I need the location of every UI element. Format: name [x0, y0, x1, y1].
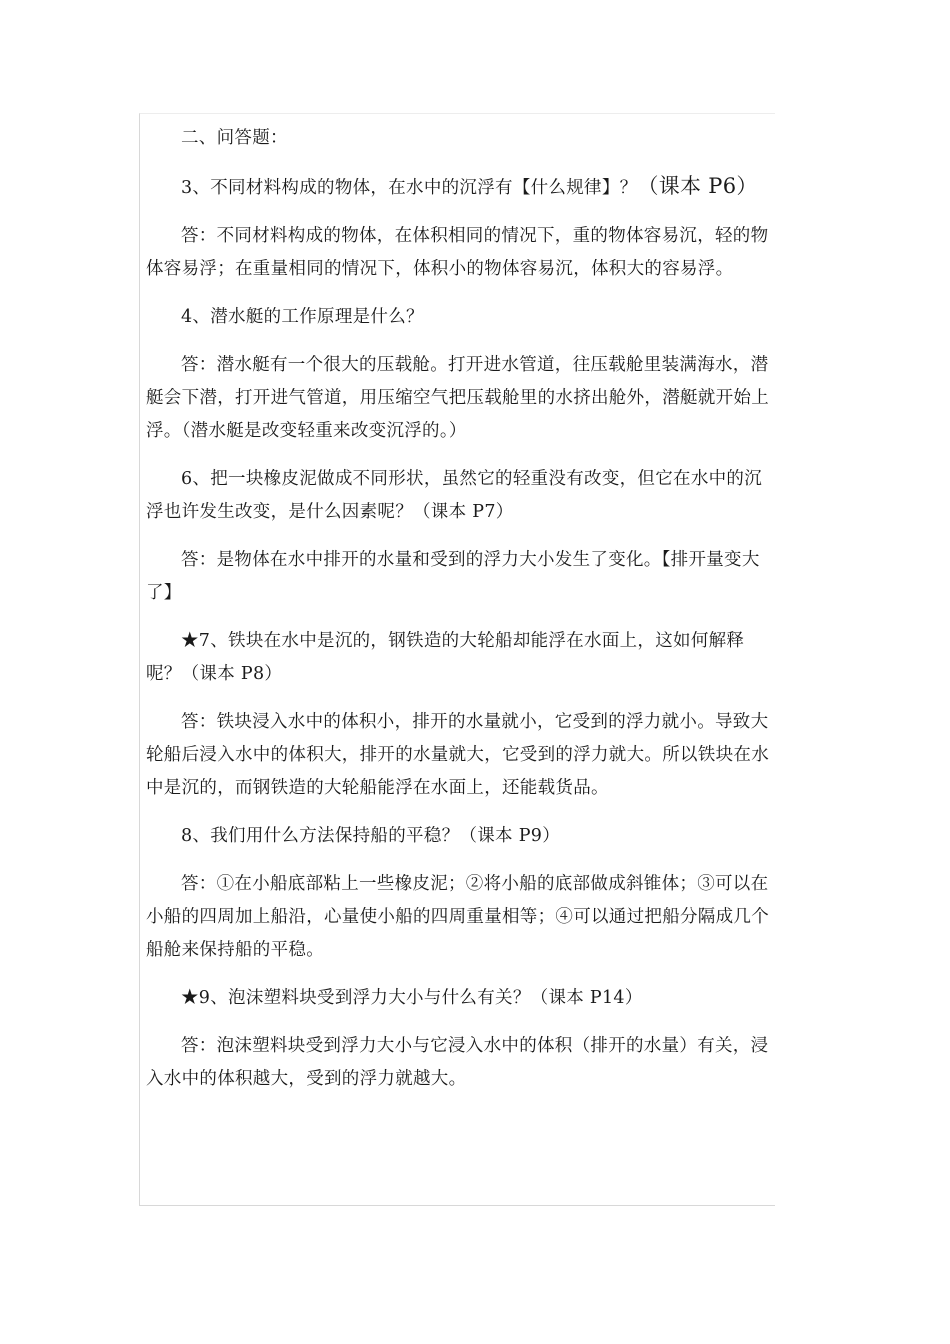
question-6-text: 6、把一块橡皮泥做成不同形状，虽然它的轻重没有改变，但它在水中的沉浮也许发生改变，是什么因素呢？	[146, 469, 763, 522]
question-8-ref: （课本 P9）	[459, 826, 561, 846]
question-8	[146, 820, 772, 853]
answer-4: 答：潜水艇有一个很大的压载舱。打开进水管道，往压载舱里装满海水，潜艇会下潜，打开进气管道，用压缩空气把压载舱里的水挤出舱外，潜艇就开始上浮。（潜水艇是改变轻重来改变沉浮的。）	[146, 355, 769, 441]
question-7-ref: （课本 P8）	[181, 664, 283, 684]
question-4	[146, 301, 772, 334]
section-title: 二、问答题：	[181, 128, 288, 148]
question-3	[146, 170, 772, 205]
answer-8: 答：①在小船底部粘上一些橡皮泥；②将小船的底部做成斜锥体；③可以在小船的四周加上船沿，心量使小船的四周重量相等；④可以通过把船分隔成几个船舱来保持船的平稳。	[146, 874, 769, 960]
question-9-text: ★9、泡沫塑料块受到浮力大小与什么有关？	[181, 988, 531, 1008]
question-4-text: 4、潜水艇的工作原理是什么？	[181, 307, 424, 327]
question-7-text: ★7、铁块在水中是沉的，钢铁造的大轮船却能浮在水面上，这如何解释呢？	[146, 631, 745, 684]
question-9	[146, 982, 772, 1015]
answer-6: 答：是物体在水中排开的水量和受到的浮力大小发生了变化。【排开量变大了】	[146, 550, 760, 603]
question-6	[146, 463, 772, 529]
question-8-text: 8、我们用什么方法保持船的平稳？	[181, 826, 460, 846]
question-3-ref: （课本 P6）	[637, 174, 758, 198]
question-7	[146, 625, 772, 691]
answer-7: 答：铁块浸入水中的体积小，排开的水量就小，它受到的浮力就小。导致大轮船后浸入水中的体积大，排开的水量就大，它受到的浮力就大。所以铁块在水中是沉的，而钢铁造的大轮船能浮在水面上，还能载货品。	[146, 712, 769, 798]
document-body	[146, 122, 772, 1096]
question-6-ref: （课本 P7）	[413, 502, 514, 522]
answer-9: 答：泡沫塑料块受到浮力大小与它浸入水中的体积（排开的水量）有关，浸入水中的体积越大，受到的浮力就越大。	[146, 1036, 769, 1089]
question-9-ref: （课本 P14）	[530, 988, 643, 1008]
answer-3: 答：不同材料构成的物体，在体积相同的情况下，重的物体容易沉，轻的物体容易浮；在重量相同的情况下，体积小的物体容易沉，体积大的容易浮。	[146, 226, 769, 279]
question-3-text: 3、不同材料构成的物体，在水中的沉浮有【什么规律】？	[181, 178, 638, 198]
